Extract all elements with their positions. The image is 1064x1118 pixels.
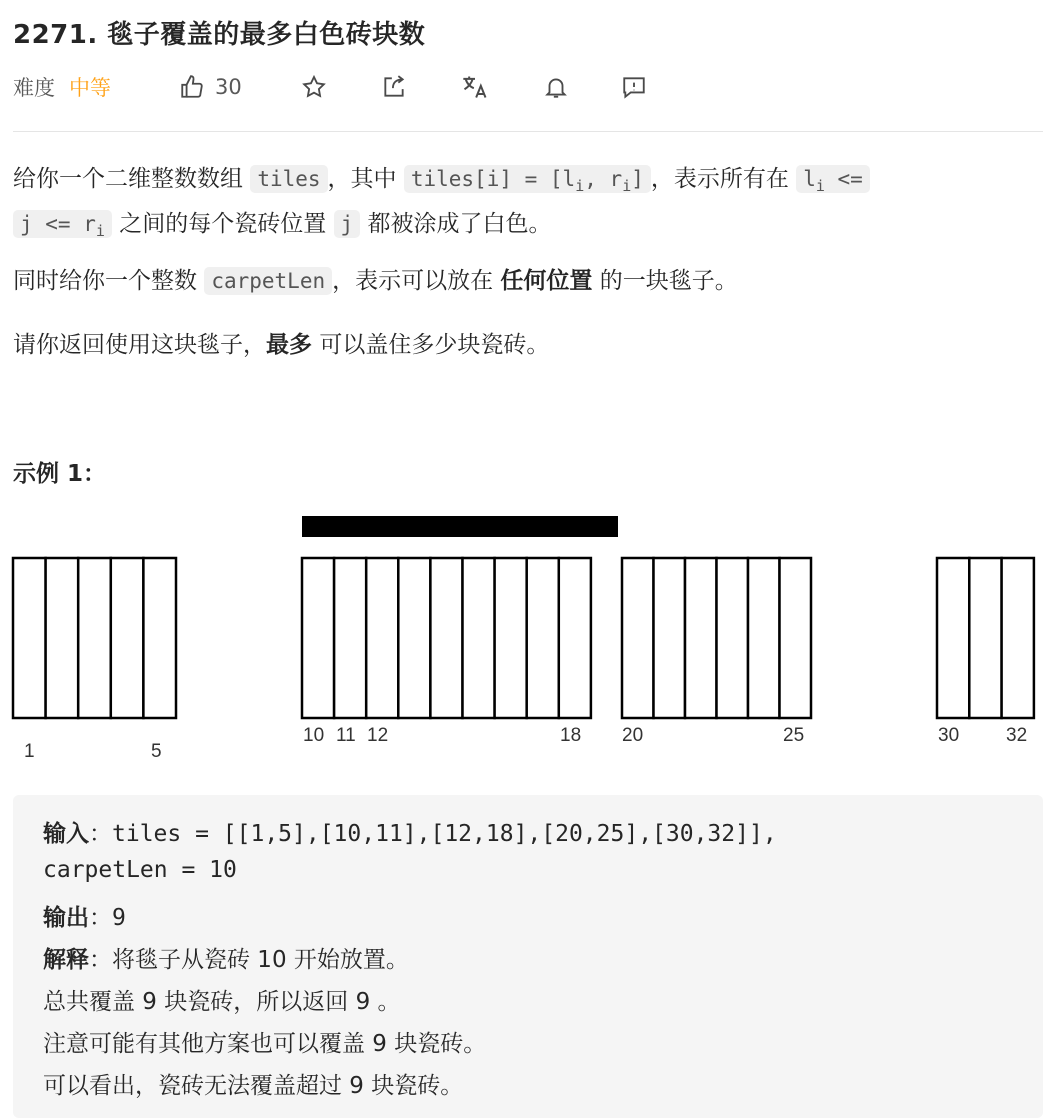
desc-text: 请你返回使用这块毯子， [13, 332, 266, 358]
tile [111, 558, 144, 718]
translate-button[interactable] [461, 73, 489, 101]
tile-label: 10 [303, 725, 325, 746]
tile-label: 1 [24, 741, 35, 762]
output-label: 输出 [43, 905, 89, 931]
tile [78, 558, 111, 718]
share-icon [381, 74, 407, 100]
tile [143, 558, 176, 718]
tile [13, 558, 46, 718]
tiles-figure [0, 505, 1064, 775]
difficulty-label: 难度 [13, 76, 55, 100]
description-paragraph-1 [13, 160, 1043, 250]
example-title: 示例 1： [13, 461, 107, 487]
tile [398, 558, 430, 718]
description-paragraph-2 [13, 262, 1043, 300]
desc-text: 都被涂成了白色。 [367, 211, 552, 238]
feedback-button[interactable] [621, 74, 647, 100]
tile [937, 558, 969, 718]
tile [302, 558, 334, 718]
thumbs-up-icon [179, 74, 205, 100]
code-li: $l_i$ <= [796, 165, 870, 193]
code-tiles-i: tiles[i] = [$l_i$, $r_i$] [404, 165, 651, 193]
tile-label: 12 [367, 725, 389, 746]
tile-label: 5 [151, 741, 162, 762]
desc-text: 同时给你一个整数 [13, 268, 197, 294]
difficulty-badge: 中等 [69, 76, 111, 100]
input-line-1 [43, 815, 777, 848]
star-icon [301, 74, 327, 100]
explain-text: ：将毯子从瓷砖 10 开始放置。 [89, 947, 409, 973]
tile [366, 558, 398, 718]
emphasis-any-position: 任何位置 [500, 268, 593, 294]
tile [717, 558, 749, 718]
tile [622, 558, 654, 718]
tile [46, 558, 79, 718]
explain-line-3: 注意可能有其他方案也可以覆盖 9 块瓷砖。 [43, 1031, 487, 1057]
tile [1002, 558, 1034, 718]
desc-text: 给你一个二维整数数组 [13, 166, 243, 192]
tile-label: 20 [622, 725, 644, 746]
tile [527, 558, 559, 718]
code-tiles: tiles [250, 165, 327, 193]
problem-title: 2271. 毯子覆盖的最多白色砖块数 [13, 20, 426, 50]
explain-line-1 [43, 941, 409, 974]
tile [430, 558, 462, 718]
desc-text: ，表示可以放在 [332, 268, 494, 294]
like-count: 30 [215, 75, 242, 99]
tile [748, 558, 780, 718]
desc-text: 之间的每个瓷砖位置 [119, 211, 327, 238]
output-value: ：9 [89, 905, 126, 931]
notify-button[interactable] [543, 74, 569, 100]
explain-line-4: 可以看出，瓷砖无法覆盖超过 9 块瓷砖。 [43, 1073, 464, 1099]
code-j: j [334, 210, 361, 238]
favorite-button[interactable] [301, 74, 327, 100]
emphasis-most: 最多 [266, 332, 312, 358]
output-line [43, 899, 126, 932]
example-code-block [13, 795, 1043, 1118]
problem-meta-bar [13, 72, 1043, 102]
code-j-ri: $j <= r_i$ [13, 210, 112, 238]
explain-label: 解释 [43, 947, 89, 973]
bell-icon [543, 74, 569, 100]
tile-label: 25 [783, 725, 805, 746]
share-button[interactable] [381, 74, 407, 100]
tile [334, 558, 366, 718]
desc-text: 可以盖住多少块瓷砖。 [319, 332, 550, 358]
input-value: ：tiles = [[1,5],[10,11],[12,18],[20,25],[30,32]], [89, 821, 777, 847]
description-paragraph-3 [13, 326, 1043, 364]
feedback-icon [621, 74, 647, 100]
tile-label: 11 [336, 725, 356, 746]
carpet-bar [302, 516, 618, 537]
code-carpetlen: carpetLen [204, 267, 332, 295]
desc-text: ，其中 [327, 166, 397, 192]
tile [495, 558, 527, 718]
tile-label: 18 [560, 725, 582, 746]
explain-line-2: 总共覆盖 9 块瓷砖，所以返回 9 。 [43, 989, 401, 1015]
header-divider [13, 131, 1043, 132]
like-button[interactable] [179, 74, 242, 100]
tile [969, 558, 1001, 718]
tile [685, 558, 717, 718]
tile-label: 30 [938, 725, 960, 746]
tile [780, 558, 812, 718]
translate-icon [461, 73, 489, 101]
input-label: 输入 [43, 821, 89, 847]
tile [559, 558, 591, 718]
input-line-2: carpetLen = 10 [43, 857, 237, 883]
tile [463, 558, 495, 718]
desc-text: 的一块毯子。 [599, 268, 738, 294]
tile-label: 32 [1006, 725, 1028, 746]
desc-text: ，表示所有在 [650, 166, 789, 192]
tile [654, 558, 686, 718]
tile-groups [13, 558, 1034, 718]
